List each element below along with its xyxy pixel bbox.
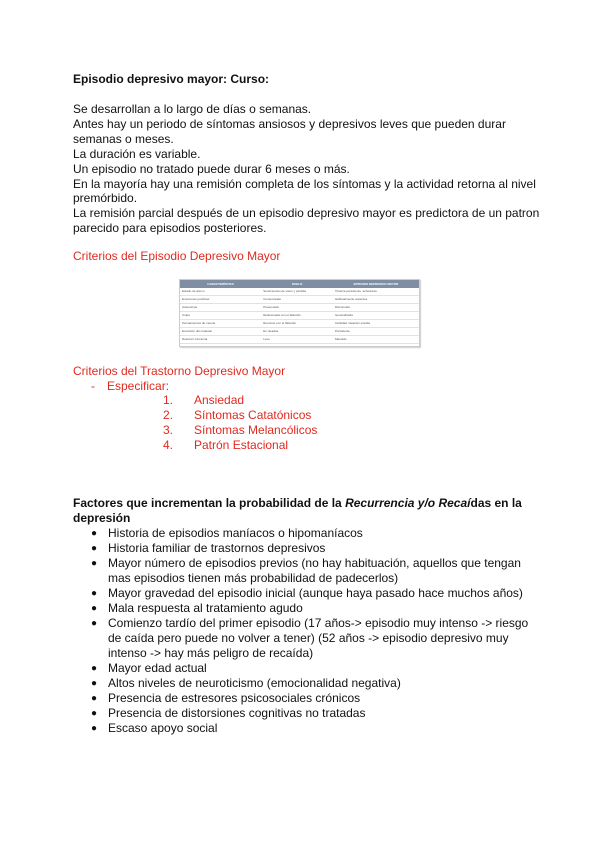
table-cell: Leve (261, 336, 333, 344)
list-item-label: Síntomas Melancólicos (194, 423, 318, 437)
bullet-icon: ● (91, 603, 98, 614)
list-item (91, 616, 531, 661)
course-line-4: Un episodio no tratado puede durar 6 meses o más. (73, 161, 350, 176)
bullet-icon: ● (91, 693, 98, 704)
title-part: Factores que incrementan la probabilidad de la (73, 496, 346, 510)
list-number: 4. (163, 438, 174, 452)
table-cell: Marcado (333, 336, 419, 344)
table-cell: Conservadas (261, 296, 333, 304)
course-line-1: Se desarrollan a lo largo de días o semanas. (73, 102, 312, 116)
bullet-icon: ● (91, 678, 98, 689)
course-line-2: Antes hay un periodo de síntomas ansiosos y depresivos leves que pueden durar semanas o meses. (73, 116, 506, 146)
list-item-text: Altos niveles de neuroticismo (emocionalidad negativa) (108, 676, 401, 690)
list-item-text: Mayor gravedad del episodio inicial (aunque haya pasado hace muchos años) (108, 586, 523, 600)
list-item-label: Patrón Estacional (194, 438, 289, 452)
list-item (163, 393, 317, 408)
criteria-table (180, 280, 419, 344)
table-cell: Habitualmente ausentes (333, 296, 419, 304)
bullet-icon: ● (91, 663, 98, 674)
list-item-text: Mayor edad actual (108, 661, 207, 675)
section-title-course: Episodio depresivo mayor: Curso: (73, 72, 270, 86)
table-cell: Relacionada con el fallecido (261, 312, 333, 320)
table-row (180, 304, 419, 312)
title-part: das en la depresión (73, 496, 522, 525)
list-item-text: Escaso apoyo social (108, 721, 218, 735)
bullet-icon: ● (91, 558, 98, 569)
criteria-disorder-heading: Criterios del Trastorno Depresivo Mayor (73, 364, 286, 378)
list-item (91, 676, 531, 691)
table-cell: Sentimientos de vacío y pérdida (261, 288, 333, 296)
course-description (73, 102, 543, 236)
criteria-table-image (179, 279, 420, 347)
table-cell: Generalizada (333, 312, 419, 320)
list-number: 2. (163, 408, 174, 422)
bullet-icon: ● (91, 528, 98, 539)
list-item-label: Ansiedad (194, 393, 245, 407)
specify-label: Especificar: (107, 379, 170, 393)
dash-marker: - (91, 379, 95, 393)
course-line-5: En la mayoría hay una remisión completa de los síntomas y la actividad retorna al nivel premórbido. (73, 176, 536, 206)
list-item (91, 556, 531, 586)
table-header-row (180, 280, 419, 288)
table-cell: Autoestima (180, 304, 261, 312)
table-cell: Emociones positivas (180, 296, 261, 304)
table-header-cell: EPISODIO DEPRESIVO MAYOR (333, 280, 419, 288)
table-cell: Deterioro funcional (180, 336, 261, 344)
list-item (163, 423, 317, 438)
list-item (163, 408, 317, 423)
table-cell: Inutilidad, ideación suicida (333, 320, 419, 328)
criteria-episode-heading: Criterios del Episodio Depresivo Mayor (73, 249, 281, 263)
list-item (91, 601, 531, 616)
table-header-cell: DUELO (261, 280, 333, 288)
bullet-icon: ● (91, 723, 98, 734)
list-item-text: Mayor número de episodios previos (no hay habituación, aquellos que tengan mas episodios tienen más probabilidad de padecerlos) (108, 556, 521, 585)
title-italic: Recurrencia y/o Recaí (345, 496, 471, 510)
table-cell: Culpa (180, 312, 261, 320)
list-item (91, 721, 531, 736)
list-item-text: Presencia de distorsiones cognitivas no tratadas (108, 706, 366, 720)
table-cell: Pensamientos de muerte (180, 320, 261, 328)
course-line-6: La remisión parcial después de un episodio depresivo mayor es predictora de un patron parecido para episodios posteriores. (73, 206, 540, 236)
section-title-recurrence (73, 496, 533, 526)
table-row (180, 328, 419, 336)
list-item-text: Mala respuesta al tratamiento agudo (108, 601, 303, 615)
bullet-icon: ● (91, 588, 98, 599)
list-item (91, 541, 531, 556)
list-item-text: Comienzo tardío del primer episodio (17 años-> episodio muy intenso -> riesgo de caída pero puede no volver a tener) (52 años -> episodio depresivo muy intenso -> hay más peligro de recaída) (108, 616, 529, 660)
table-cell: Persistente (333, 328, 419, 336)
risk-factor-list (91, 526, 531, 736)
list-item (91, 661, 531, 676)
list-item (91, 586, 531, 601)
specifier-list (163, 393, 317, 453)
table-cell: Tristeza persistente, anhedonia (333, 288, 419, 296)
table-cell: Evolución del malestar (180, 328, 261, 336)
table-cell: Disminuida (333, 304, 419, 312)
list-number: 3. (163, 423, 174, 437)
course-line-3: La duración es variable. (73, 146, 201, 161)
list-item (91, 706, 531, 721)
table-cell: Preservada (261, 304, 333, 312)
bullet-icon: ● (91, 708, 98, 719)
list-item (91, 526, 531, 541)
list-item (163, 438, 317, 453)
list-item-text: Historia de episodios maníacos o hipomaníacos (108, 526, 363, 540)
list-item (91, 691, 531, 706)
list-item-label: Síntomas Catatónicos (194, 408, 312, 422)
list-item-text: Historia familiar de trastornos depresivos (108, 541, 326, 555)
bullet-icon: ● (91, 618, 98, 629)
table-cell: Estado de ánimo (180, 288, 261, 296)
list-item-text: Presencia de estresores psicosociales crónicos (108, 691, 361, 705)
table-row (180, 336, 419, 344)
table-row (180, 288, 419, 296)
table-row (180, 320, 419, 328)
bullet-icon: ● (91, 543, 98, 554)
table-cell: En oleadas (261, 328, 333, 336)
list-number: 1. (163, 393, 174, 407)
table-row (180, 296, 419, 304)
table-row (180, 312, 419, 320)
table-cell: Reunirse con el fallecido (261, 320, 333, 328)
table-header-cell: CARACTERÍSTICA (180, 280, 261, 288)
specify-item (91, 379, 169, 394)
